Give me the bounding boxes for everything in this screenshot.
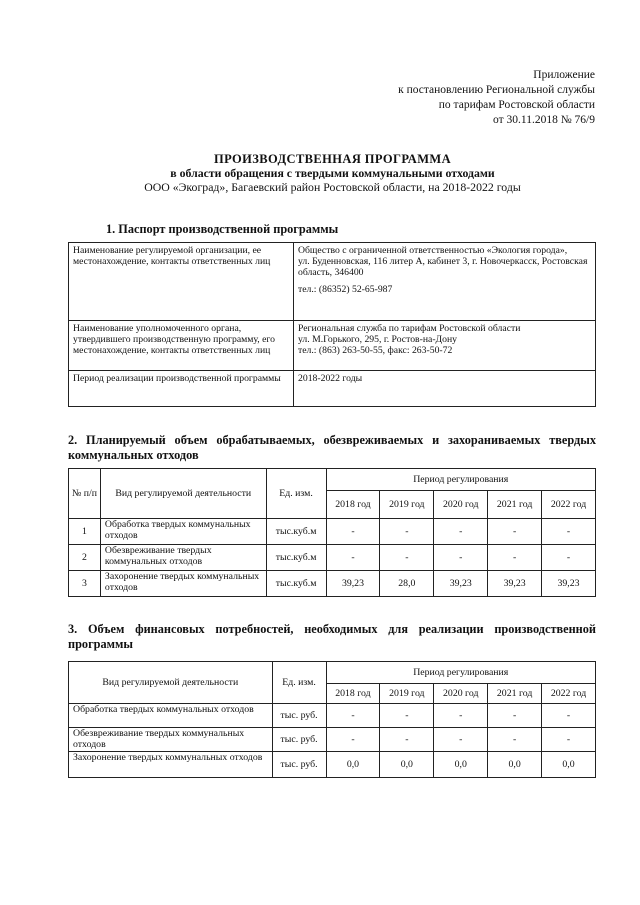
table-row bbox=[69, 704, 596, 728]
passport-value bbox=[294, 371, 596, 407]
row-value: - bbox=[380, 545, 434, 571]
section2-heading: 2. Планируемый объем обрабатываемых, обезвреживаемых и захораниваемых твердых коммунальных отходов bbox=[68, 433, 596, 462]
table-row bbox=[69, 243, 596, 321]
column-header-year: 2019 год bbox=[380, 491, 434, 519]
row-value: - bbox=[542, 704, 596, 728]
passport-value bbox=[294, 321, 596, 371]
column-header-activity: Вид регулируемой деятельности bbox=[69, 662, 273, 704]
column-header-num: № п/п bbox=[69, 469, 101, 519]
finance-table bbox=[68, 661, 596, 778]
row-value: 0,0 bbox=[542, 752, 596, 778]
row-value: - bbox=[542, 545, 596, 571]
row-value: - bbox=[542, 728, 596, 752]
row-value: 39,23 bbox=[542, 571, 596, 597]
column-header-period: Период регулирования bbox=[326, 469, 595, 491]
appendix-block bbox=[398, 68, 595, 128]
value-line: Общество с ограниченной ответственностью «Экология города», bbox=[298, 245, 568, 256]
row-value: 28,0 bbox=[380, 571, 434, 597]
row-value: - bbox=[380, 728, 434, 752]
column-header-year: 2020 год bbox=[434, 491, 488, 519]
row-unit: тыс. руб. bbox=[272, 728, 326, 752]
column-header-year: 2021 год bbox=[488, 684, 542, 704]
row-number: 2 bbox=[69, 545, 101, 571]
row-value: - bbox=[326, 728, 380, 752]
row-value: 39,23 bbox=[326, 571, 380, 597]
column-header-year: 2022 год bbox=[542, 491, 596, 519]
value-line: ул. Буденновская, 116 литер А, кабинет 3, г. Новочеркасск, Ростовская область, 346400 bbox=[298, 256, 588, 278]
row-activity: Обработка твердых коммунальных отходов bbox=[69, 704, 273, 728]
row-activity: Захоронение твердых коммунальных отходов bbox=[100, 571, 266, 597]
table-row bbox=[69, 371, 596, 407]
column-header-year: 2020 год bbox=[434, 684, 488, 704]
row-value: - bbox=[542, 519, 596, 545]
passport-label: Наименование регулируемой организации, ее местонахождение, контакты ответственных лиц bbox=[69, 243, 294, 321]
row-value: - bbox=[488, 545, 542, 571]
table-row bbox=[69, 728, 596, 752]
value-line: тел.: (863) 263-50-55, факс: 263-50-72 bbox=[298, 345, 453, 356]
column-header-activity: Вид регулируемой деятельности bbox=[100, 469, 266, 519]
row-value: 0,0 bbox=[488, 752, 542, 778]
document-title bbox=[60, 152, 605, 194]
row-value: 0,0 bbox=[434, 752, 488, 778]
row-value: - bbox=[326, 545, 380, 571]
row-value: - bbox=[434, 728, 488, 752]
appendix-line: от 30.11.2018 № 76/9 bbox=[493, 114, 595, 126]
passport-label: Наименование уполномоченного органа, утвердившего производственную программу, его местонахождение, контакты ответственных лиц bbox=[69, 321, 294, 371]
table-row bbox=[69, 321, 596, 371]
column-header-year: 2021 год bbox=[488, 491, 542, 519]
row-value: - bbox=[434, 704, 488, 728]
row-value: 0,0 bbox=[380, 752, 434, 778]
row-activity: Обработка твердых коммунальных отходов bbox=[100, 519, 266, 545]
value-line: тел.: (86352) 52-65-987 bbox=[298, 284, 393, 295]
value-line: ул. М.Горького, 295, г. Ростов-на-Дону bbox=[298, 334, 458, 345]
row-unit: тыс. руб. bbox=[272, 752, 326, 778]
row-unit: тыс. руб. bbox=[272, 704, 326, 728]
appendix-line: к постановлению Региональной службы bbox=[398, 84, 595, 96]
table-row bbox=[69, 545, 596, 571]
appendix-line: по тарифам Ростовской области bbox=[438, 99, 595, 111]
value-line: 2018-2022 годы bbox=[298, 373, 363, 384]
row-value: - bbox=[380, 704, 434, 728]
row-activity: Захоронение твердых коммунальных отходов bbox=[69, 752, 273, 778]
row-value: 39,23 bbox=[488, 571, 542, 597]
title-main: ПРОИЗВОДСТВЕННАЯ ПРОГРАММА bbox=[213, 152, 452, 166]
row-unit: тыс.куб.м bbox=[266, 571, 326, 597]
table-row bbox=[69, 752, 596, 778]
row-value: 39,23 bbox=[434, 571, 488, 597]
volume-table bbox=[68, 468, 596, 597]
title-subtitle: в области обращения с твердыми коммунальными отходами bbox=[170, 166, 495, 180]
row-unit: тыс.куб.м bbox=[266, 519, 326, 545]
passport-table bbox=[68, 242, 596, 407]
table-row bbox=[69, 519, 596, 545]
row-value: - bbox=[488, 704, 542, 728]
row-unit: тыс.куб.м bbox=[266, 545, 326, 571]
row-value: - bbox=[434, 545, 488, 571]
row-number: 3 bbox=[69, 571, 101, 597]
value-line: Региональная служба по тарифам Ростовской области bbox=[298, 323, 521, 334]
row-number: 1 bbox=[69, 519, 101, 545]
table-row bbox=[69, 571, 596, 597]
row-activity: Обезвреживание твердых коммунальных отходов bbox=[69, 728, 273, 752]
row-value: - bbox=[488, 728, 542, 752]
section3-heading: 3. Объем финансовых потребностей, необходимых для реализации производственной программы bbox=[68, 622, 596, 651]
column-header-year: 2019 год bbox=[380, 684, 434, 704]
row-value: - bbox=[326, 704, 380, 728]
appendix-line: Приложение bbox=[533, 69, 595, 81]
row-value: 0,0 bbox=[326, 752, 380, 778]
column-header-unit: Ед. изм. bbox=[266, 469, 326, 519]
row-value: - bbox=[380, 519, 434, 545]
row-value: - bbox=[326, 519, 380, 545]
row-activity: Обезвреживание твердых коммунальных отходов bbox=[100, 545, 266, 571]
section1-heading: 1. Паспорт производственной программы bbox=[106, 222, 339, 236]
column-header-year: 2018 год bbox=[326, 491, 380, 519]
passport-label: Период реализации производственной программы bbox=[69, 371, 294, 407]
column-header-unit: Ед. изм. bbox=[272, 662, 326, 704]
table-header-row bbox=[69, 469, 596, 491]
column-header-period: Период регулирования bbox=[326, 662, 596, 684]
row-value: - bbox=[434, 519, 488, 545]
title-organization: ООО «Экоград», Багаевский район Ростовской области, на 2018-2022 годы bbox=[144, 180, 521, 194]
table-header-row bbox=[69, 662, 596, 684]
row-value: - bbox=[488, 519, 542, 545]
column-header-year: 2018 год bbox=[326, 684, 380, 704]
passport-value bbox=[294, 243, 596, 321]
column-header-year: 2022 год bbox=[542, 684, 596, 704]
